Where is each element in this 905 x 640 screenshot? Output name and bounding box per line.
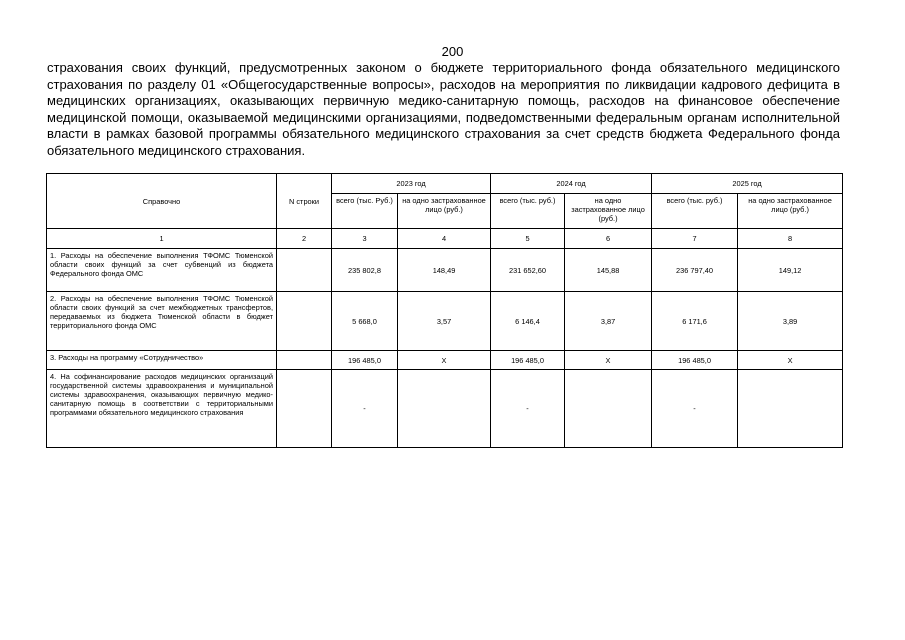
total-2025-cell: 6 171,6 [652,292,738,351]
budget-table [46,173,843,448]
row-number-cell [277,351,332,370]
header-reference: Справочно [47,174,277,229]
per-person-2025-cell: X [738,351,843,370]
row-number-cell [277,249,332,292]
total-2023-cell: 235 802,8 [332,249,398,292]
column-number: 3 [332,229,398,249]
per-person-2023-cell [398,370,491,448]
per-person-2025-cell: 3,89 [738,292,843,351]
table-row [47,292,843,351]
row-number-cell [277,370,332,448]
total-2024-cell: - [491,370,565,448]
table-row [47,351,843,370]
total-2025-cell: 236 797,40 [652,249,738,292]
column-number: 6 [565,229,652,249]
per-person-2024-cell: 145,88 [565,249,652,292]
table-header-row [47,174,843,194]
column-number: 1 [47,229,277,249]
header-per-person-2024: на одно застрахованное лицо (руб.) [565,194,652,229]
total-2023-cell: 196 485,0 [332,351,398,370]
column-number-row [47,229,843,249]
row-label: 1. Расходы на обеспечение выполнения ТФОМС Тюменской области своих функций за счет субвенций из бюджета Федерального фонда ОМС [47,249,277,292]
per-person-2025-cell [738,370,843,448]
per-person-2023-cell: X [398,351,491,370]
row-label: 4. На софинансирование расходов медицинских организаций государственной системы здравоохранения и муниципальной системы здравоохранения, оказывающих первичную медико-санитарную помощь в соответствии с территориальными программами обязательного медицинского страхования [47,370,277,448]
page-number: 200 [441,44,464,59]
row-label: 2. Расходы на обеспечение выполнения ТФОМС Тюменской области своих функций за счет межбюджетных трансфертов, передаваемых из бюджета Тюменской области в бюджет территориального фонда ОМС [47,292,277,351]
intro-paragraph: страхования своих функций, предусмотренных законом о бюджете территориального фонда обязательного медицинского страхования по разделу 01 «Общегосударственные вопросы», расходов на мероприятия по ликвидации кадрового дефицита в медицинских организациях, оказывающих первичную медико-санитарную помощь, расходов на финансовое обеспечение медицинской помощи, оказываемой медицинскими организациями, подведомственными федеральным органам исполнительной власти в рамках базовой программы обязательного медицинского страхования за счет средств бюджета Федерального фонда обязательного медицинского страхования. [47,60,840,158]
total-2025-cell: - [652,370,738,448]
total-2024-cell: 196 485,0 [491,351,565,370]
per-person-2025-cell: 149,12 [738,249,843,292]
header-total-2025: всего (тыс. руб.) [652,194,738,229]
column-number: 8 [738,229,843,249]
column-number: 5 [491,229,565,249]
header-year-2025: 2025 год [652,174,843,194]
row-number-cell [277,292,332,351]
header-total-2024: всего (тыс. руб.) [491,194,565,229]
total-2024-cell: 6 146,4 [491,292,565,351]
column-number: 7 [652,229,738,249]
header-year-2023: 2023 год [332,174,491,194]
header-per-person-2023: на одно застрахованное лицо (руб.) [398,194,491,229]
total-2023-cell: - [332,370,398,448]
per-person-2023-cell: 148,49 [398,249,491,292]
per-person-2024-cell: X [565,351,652,370]
total-2024-cell: 231 652,60 [491,249,565,292]
table-row [47,370,843,448]
header-row-number: N строки [277,174,332,229]
header-year-2024: 2024 год [491,174,652,194]
header-per-person-2025: на одно застрахованное лицо (руб.) [738,194,843,229]
header-total-2023: всего (тыс. Руб.) [332,194,398,229]
column-number: 4 [398,229,491,249]
column-number: 2 [277,229,332,249]
per-person-2024-cell: 3,87 [565,292,652,351]
total-2023-cell: 5 668,0 [332,292,398,351]
row-label: 3. Расходы на программу «Сотрудничество» [47,351,277,370]
per-person-2023-cell: 3,57 [398,292,491,351]
total-2025-cell: 196 485,0 [652,351,738,370]
per-person-2024-cell [565,370,652,448]
table-row [47,249,843,292]
